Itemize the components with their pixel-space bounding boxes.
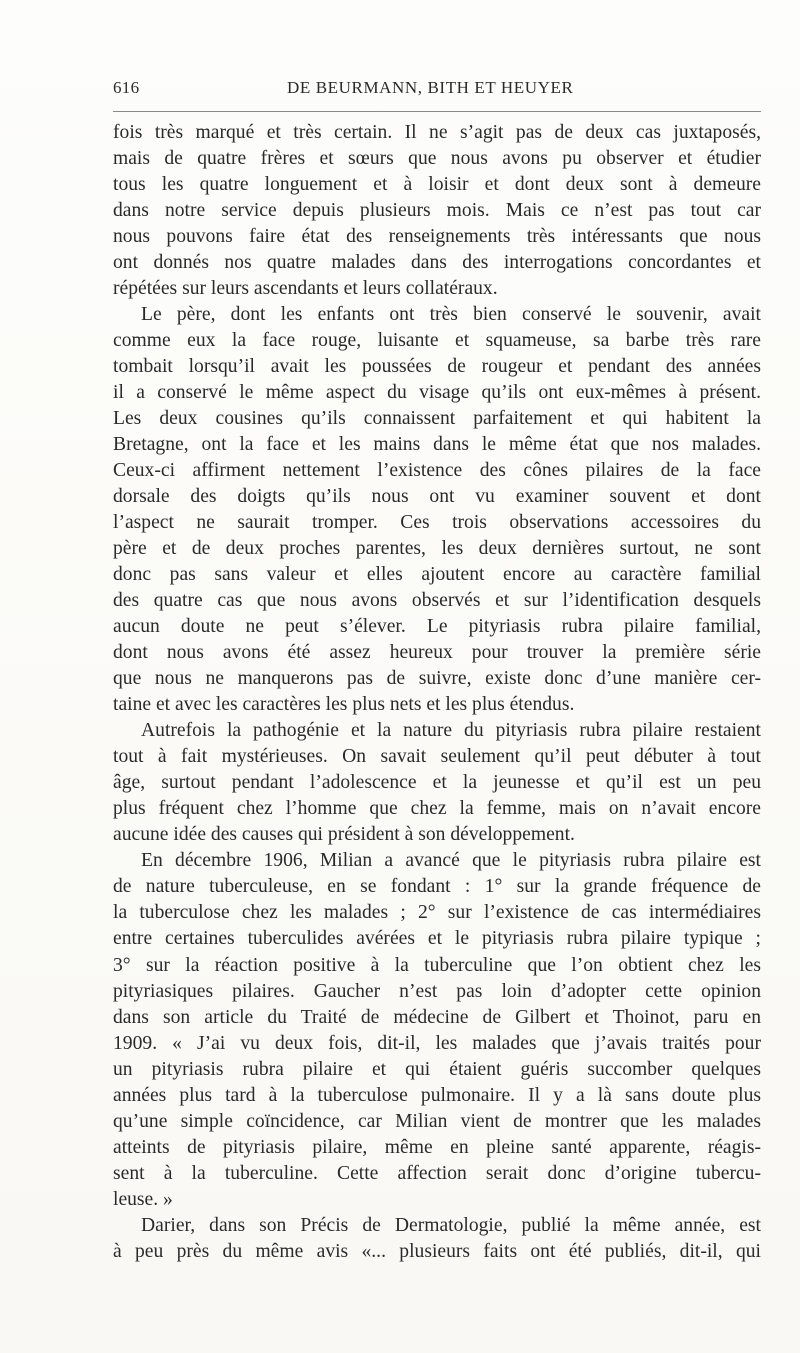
text-line: nous pouvons faire état des renseignements très intéressants que nous xyxy=(113,226,761,248)
text-line: tous les quatre longuement et à loisir et dont deux sont à demeure xyxy=(113,174,761,196)
text-line: dans son article du Traité de médecine de Gilbert et Thoinot, paru en xyxy=(113,1006,761,1028)
text-line: que nous ne manquerons pas de suivre, existe donc d’une manière cer- xyxy=(113,668,761,690)
text-line: aucune idée des causes qui président à son développement. xyxy=(113,824,575,846)
text-line: âge, surtout pendant l’adolescence et la jeunesse et qu’il est un peu xyxy=(113,772,761,794)
running-title: DE BEURMANN, BITH ET HEUYER xyxy=(287,78,574,97)
text-line: atteints de pityriasis pilaire, même en pleine santé apparente, réagis- xyxy=(113,1136,761,1158)
text-line: Darier, dans son Précis de Dermatologie, publié la même année, est xyxy=(141,1214,761,1236)
text-line: taine et avec les caractères les plus nets et les plus étendus. xyxy=(113,694,575,716)
text-line: Ceux-ci affirment nettement l’existence des cônes pilaires de la face xyxy=(113,460,761,482)
text-line: à peu près du même avis «... plusieurs faits ont été publiés, dit-il, qui xyxy=(113,1240,761,1262)
text-line: entre certaines tuberculides avérées et le pityriasis rubra pilaire typique ; xyxy=(113,928,761,950)
text-line: 1909. « J’ai vu deux fois, dit-il, les malades que j’avais traités pour xyxy=(113,1032,761,1054)
text-line: dont nous avons été assez heureux pour trouver la première série xyxy=(113,642,761,664)
text-line: tombait lorsqu’il avait les poussées de rougeur et pendant des années xyxy=(113,356,761,378)
text-line: qu’une simple coïncidence, car Milian vient de montrer que les malades xyxy=(113,1110,761,1132)
text-line: Les deux cousines qu’ils connaissent parfaitement et qui habitent la xyxy=(113,408,761,430)
running-head xyxy=(113,78,761,102)
page-number: 616 xyxy=(113,78,140,97)
text-line: l’aspect ne saurait tromper. Ces trois observations accessoires du xyxy=(113,512,761,534)
text-line: Le père, dont les enfants ont très bien conservé le souvenir, avait xyxy=(141,304,761,326)
header-rule xyxy=(113,111,761,112)
text-line: comme eux la face rouge, luisante et squameuse, sa barbe très rare xyxy=(113,330,761,352)
text-line: tout à fait mystérieuses. On savait seulement qu’il peut débuter à tout xyxy=(113,746,761,768)
text-line: 3° sur la réaction positive à la tuberculine que l’on obtient chez les xyxy=(113,954,761,976)
text-line: un pityriasis rubra pilaire et qui étaient guéris succomber quelques xyxy=(113,1058,761,1080)
text-line: répétées sur leurs ascendants et leurs collatéraux. xyxy=(113,278,498,300)
text-line: la tuberculose chez les malades ; 2° sur l’existence de cas intermédiaires xyxy=(113,902,761,924)
text-line: Bretagne, ont la face et les mains dans le même état que nos malades. xyxy=(113,434,761,456)
text-line: Autrefois la pathogénie et la nature du pityriasis rubra pilaire restaient xyxy=(141,720,761,742)
text-line: leuse. » xyxy=(113,1188,173,1210)
text-line: années plus tard à la tuberculose pulmonaire. Il y a là sans doute plus xyxy=(113,1084,761,1106)
text-line: père et de deux proches parentes, les deux dernières surtout, ne sont xyxy=(113,538,761,560)
text-line: donc pas sans valeur et elles ajoutent encore au caractère familial xyxy=(113,564,761,586)
text-line: pityriasiques pilaires. Gaucher n’est pas loin d’adopter cette opinion xyxy=(113,980,761,1002)
text-line: sent à la tuberculine. Cette affection serait donc d’origine tubercu- xyxy=(113,1162,761,1184)
text-line: dorsale des doigts qu’ils nous ont vu examiner souvent et dont xyxy=(113,486,761,508)
text-line: plus fréquent chez l’homme que chez la femme, mais on n’avait encore xyxy=(113,798,761,820)
body-text xyxy=(113,120,761,1265)
text-line: de nature tuberculeuse, en se fondant : 1° sur la grande fréquence de xyxy=(113,876,761,898)
text-line: il a conservé le même aspect du visage qu’ils ont eux-mêmes à présent. xyxy=(113,382,761,404)
text-line: fois très marqué et très certain. Il ne s’agit pas de deux cas juxtaposés, xyxy=(113,122,761,143)
text-line: En décembre 1906, Milian a avancé que le pityriasis rubra pilaire est xyxy=(141,850,761,872)
text-line: mais de quatre frères et sœurs que nous avons pu observer et étudier xyxy=(113,148,761,170)
text-line: ont donnés nos quatre malades dans des interrogations concordantes et xyxy=(113,252,761,274)
text-line: aucun doute ne peut s’élever. Le pityriasis rubra pilaire familial, xyxy=(113,616,761,638)
text-line: des quatre cas que nous avons observés et sur l’identification desquels xyxy=(113,590,761,612)
text-line: dans notre service depuis plusieurs mois. Mais ce n’est pas tout car xyxy=(113,200,761,222)
